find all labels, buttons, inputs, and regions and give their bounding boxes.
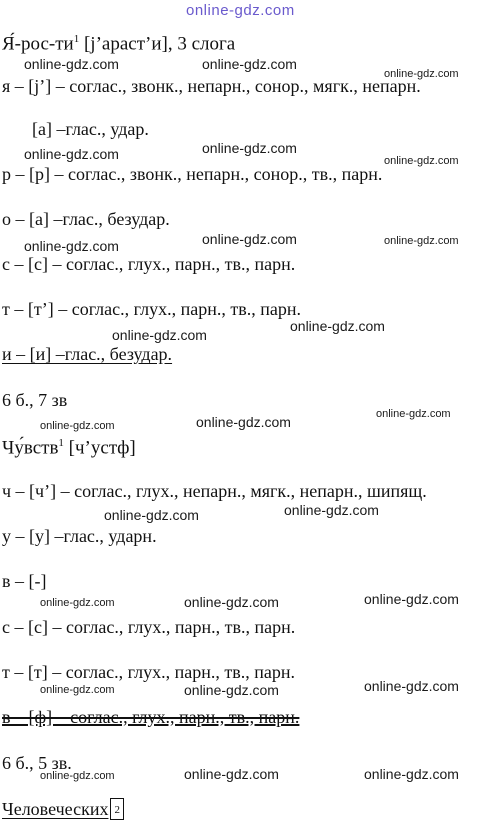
watermark: online-gdz.com xyxy=(184,766,279,782)
word3-sup: 2 xyxy=(114,804,120,816)
watermark: online-gdz.com xyxy=(40,597,115,609)
word3-title xyxy=(2,798,124,820)
word1-line-2: [а] –глас., удар. xyxy=(32,119,149,139)
watermark: online-gdz.com xyxy=(196,414,291,430)
watermark: online-gdz.com xyxy=(202,56,297,72)
watermark: online-gdz.com xyxy=(364,766,459,782)
watermark: online-gdz.com xyxy=(202,140,297,156)
word2-line-6: в – [ф] – соглас., глух., парн., тв., парн. xyxy=(2,707,300,727)
word1-line-6: т – [т’] – соглас., глух., парн., тв., парн. xyxy=(2,299,301,319)
word1-line-1: я – [j’] – соглас., звонк., непарн., сонор., мягк., непарн. xyxy=(2,76,421,96)
word1-title xyxy=(2,28,235,55)
watermark: online-gdz.com xyxy=(40,684,115,696)
word1-summary: 6 б., 7 зв xyxy=(2,390,68,410)
word3-box xyxy=(110,798,124,820)
word2-line-2: у – [у] –глас., ударн. xyxy=(2,526,157,546)
word2-line-4: с – [с] – соглас., глух., парн., тв., парн. xyxy=(2,617,296,637)
word2-title-sup: 1 xyxy=(58,437,64,449)
watermark: online-gdz.com xyxy=(202,231,297,247)
word3-title-text: Человеческих xyxy=(2,799,109,819)
watermark: online-gdz.com xyxy=(384,235,459,247)
watermark: online-gdz.com xyxy=(104,507,199,523)
watermark: online-gdz.com xyxy=(24,238,119,254)
watermark: online-gdz.com xyxy=(40,420,115,432)
header-watermark: online-gdz.com xyxy=(186,2,295,19)
watermark: online-gdz.com xyxy=(364,591,459,607)
word2-line-1: ч – [ч’] – соглас., глух., непарн., мягк., непарн., шипящ. xyxy=(2,481,427,501)
word2-transcription: [ч’устф] xyxy=(63,437,136,459)
word1-title-sup: 1 xyxy=(73,33,80,45)
watermark: online-gdz.com xyxy=(284,502,379,518)
word2-line-3: в – [-] xyxy=(2,571,47,591)
watermark: online-gdz.com xyxy=(24,146,119,162)
watermark: online-gdz.com xyxy=(184,682,279,698)
watermark: online-gdz.com xyxy=(40,770,115,782)
watermark: online-gdz.com xyxy=(376,408,451,420)
word2-summary: 6 б., 5 зв. xyxy=(2,753,72,773)
watermark: online-gdz.com xyxy=(384,155,459,167)
watermark: online-gdz.com xyxy=(184,594,279,610)
word1-line-5: с – [с] – соглас., глух., парн., тв., парн. xyxy=(2,254,296,274)
watermark: online-gdz.com xyxy=(290,318,385,334)
watermark: online-gdz.com xyxy=(112,327,207,343)
watermark: online-gdz.com xyxy=(364,678,459,694)
word2-title-text: Чу́вств xyxy=(2,437,59,459)
watermark: online-gdz.com xyxy=(24,56,119,72)
word1-transcription: [j’араст’и], 3 слога xyxy=(79,33,236,55)
word2-line-5: т – [т] – соглас., глух., парн., тв., парн. xyxy=(2,662,295,682)
word1-line-7: и – [и] –глас., безудар. xyxy=(2,344,173,364)
word2-title xyxy=(2,432,136,459)
watermark: online-gdz.com xyxy=(384,68,459,80)
word1-line-4: о – [а] –глас., безудар. xyxy=(2,209,170,229)
word1-line-3: р – [р] – соглас., звонк., непарн., сонор., тв., парн. xyxy=(2,164,383,184)
word1-title-text: Я́-рос-ти xyxy=(2,33,74,55)
